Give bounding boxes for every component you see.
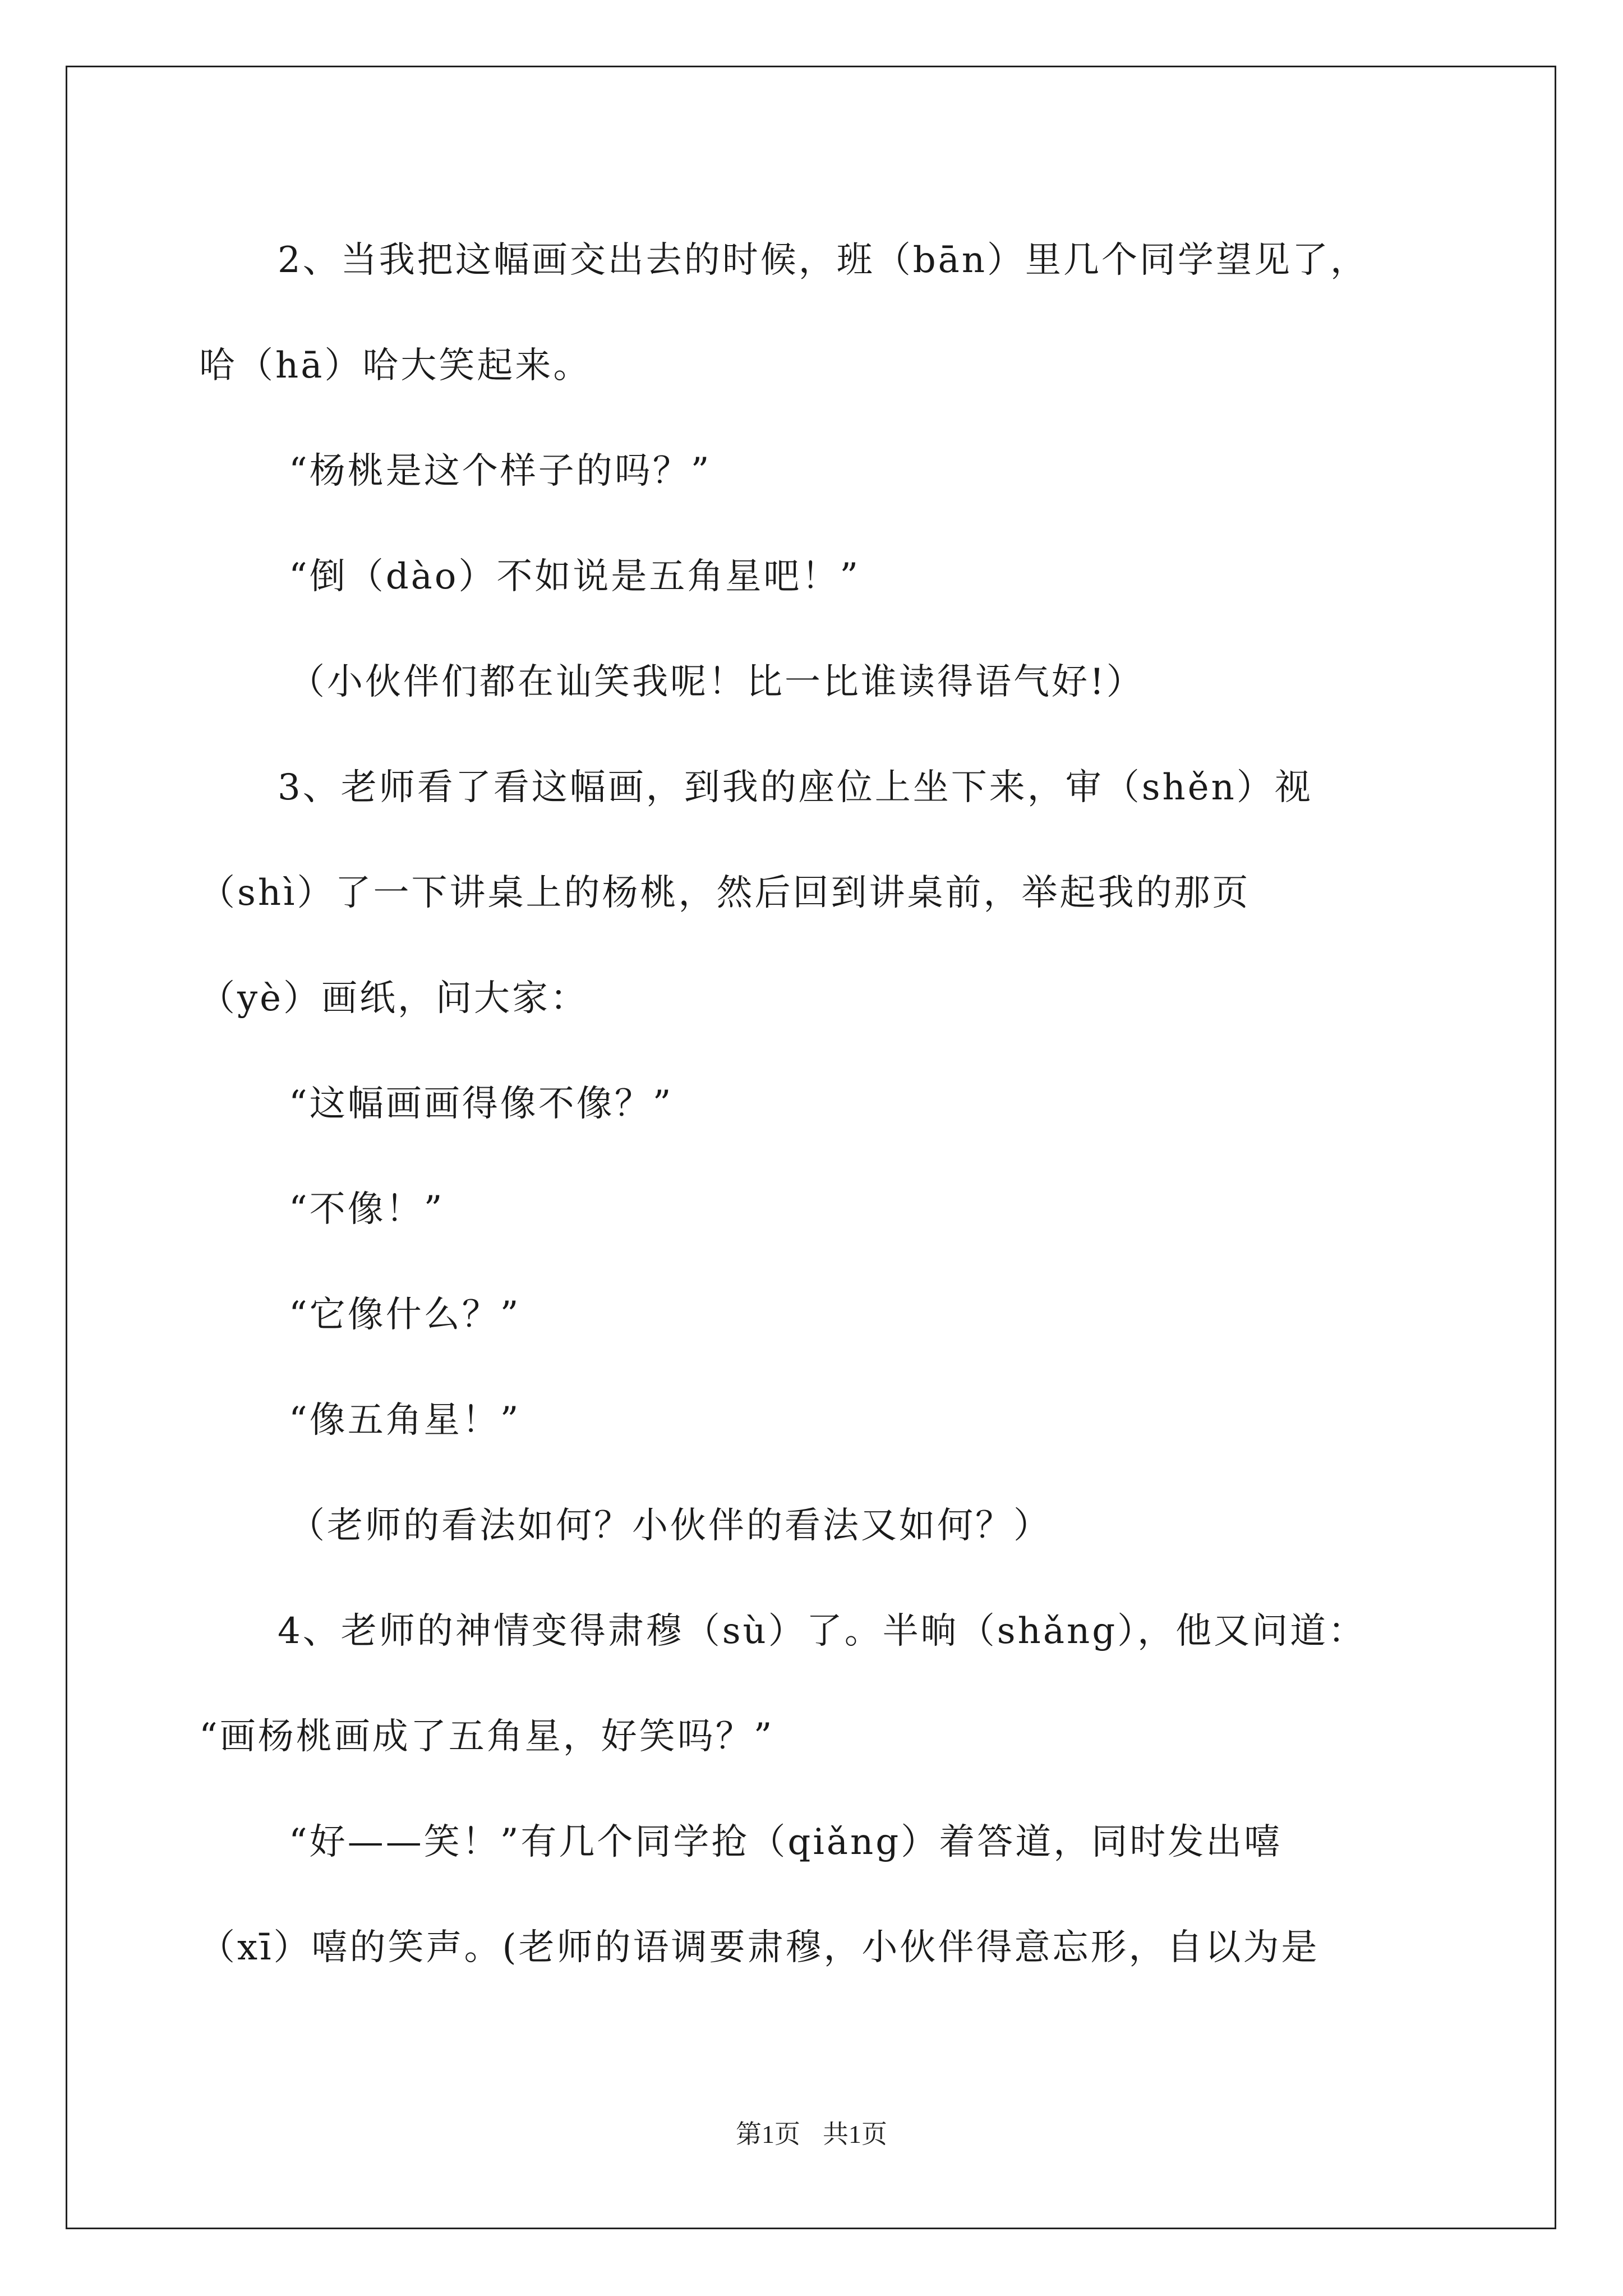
paragraph-4-line-2: “画杨桃画成了五角星，好笑吗？”	[199, 1716, 774, 1757]
paragraph-5-line-1: “好——笑！”有几个同学抢（qiǎng）着答道，同时发出嘻	[289, 1821, 1283, 1863]
page-footer	[0, 2114, 1623, 2151]
dialogue-line: “不像！”	[289, 1189, 445, 1230]
paragraph-2-line-2: 哈（hā）哈大笑起来。	[199, 345, 592, 386]
paragraph-2-line-1: 2、当我把这幅画交出去的时候，班（bān）里几个同学望见了，	[278, 240, 1369, 281]
paragraph-3-line-2: （shì）了一下讲桌上的杨桃，然后回到讲桌前，举起我的那页	[199, 872, 1251, 914]
dialogue-line: “倒（dào）不如说是五角星吧！”	[289, 556, 861, 597]
document-body	[199, 208, 1433, 2000]
paragraph-4-line-1: 4、老师的神情变得肃穆（sù）了。半晌（shǎng），他又问道：	[278, 1611, 1367, 1652]
reading-note: （老师的看法如何？小伙伴的看法又如何？）	[289, 1505, 1052, 1547]
page-number: 第1页	[736, 2120, 800, 2148]
paragraph-3-line-1: 3、老师看了看这幅画，到我的座位上坐下来，审（shěn）视	[278, 767, 1313, 808]
dialogue-line: “杨桃是这个样子的吗？”	[289, 450, 712, 492]
dialogue-line: “它像什么？”	[289, 1294, 521, 1336]
reading-note: （小伙伴们都在讪笑我呢！比一比谁读得语气好!）	[289, 661, 1145, 703]
page-count: 共1页	[823, 2120, 887, 2148]
paragraph-5-line-2: （xī）嘻的笑声。(老师的语调要肃穆，小伙伴得意忘形，自以为是	[199, 1927, 1320, 1968]
paragraph-3-line-3: （yè）画纸，问大家：	[199, 978, 589, 1019]
dialogue-line: “像五角星！”	[289, 1400, 521, 1441]
dialogue-line: “这幅画画得像不像？”	[289, 1083, 674, 1125]
